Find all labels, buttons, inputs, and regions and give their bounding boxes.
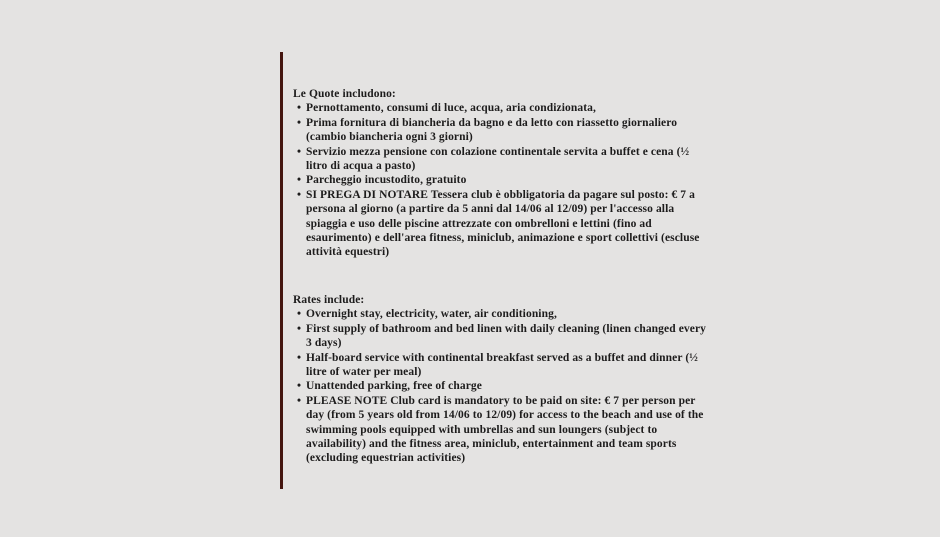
bullet-list-english: [293, 307, 707, 465]
list-item: • Unattended parking, free of charge: [293, 379, 707, 393]
list-item: • Servizio mezza pensione con colazione continentale servita a buffet e cena (½ litro di acqua a pasto): [293, 145, 707, 174]
list-item: • Overnight stay, electricity, water, air conditioning,: [293, 307, 707, 321]
list-item: • First supply of bathroom and bed linen with daily cleaning (linen changed every 3 days): [293, 322, 707, 351]
section-title-italian: Le Quote includono:: [293, 88, 396, 100]
bullet-list-italian: [293, 101, 707, 259]
section-italian-rates: [293, 87, 707, 260]
vertical-accent-line: [280, 52, 283, 489]
list-item: • PLEASE NOTE Club card is mandatory to be paid on site: € 7 per person per day (from 5 years old from 14/06 to 12/09) for access to the beach and use of the swimming pools equipped with umbrellas and sun loungers (subject to availability) and the fitness area, miniclub, entertainment and team sports (excluding equestrian activities): [293, 394, 707, 466]
section-english-rates: [293, 293, 707, 466]
list-item: • Half-board service with continental breakfast served as a buffet and dinner (½ litre of water per meal): [293, 351, 707, 380]
section-title-english: Rates include:: [293, 293, 365, 306]
list-item: • SI PREGA DI NOTARE Tessera club è obbligatoria da pagare sul posto: € 7 a persona al giorno (a partire da 5 anni dal 14/06 al 12/09) per l'accesso alla spiaggia e uso delle piscine attrezzate con ombrelloni e lettini (fino ad esaurimento) e dell'area fitness, miniclub, animazione e sport collettivi (escluse attività equestri): [293, 188, 707, 260]
list-item: • Prima fornitura di biancheria da bagno e da letto con riassetto giornaliero (cambio biancheria ogni 3 giorni): [293, 116, 707, 145]
list-item: • Pernottamento, consumi di luce, acqua, aria condizionata,: [293, 101, 707, 115]
document-content: [293, 87, 707, 466]
list-item: • Parcheggio incustodito, gratuito: [293, 173, 707, 187]
